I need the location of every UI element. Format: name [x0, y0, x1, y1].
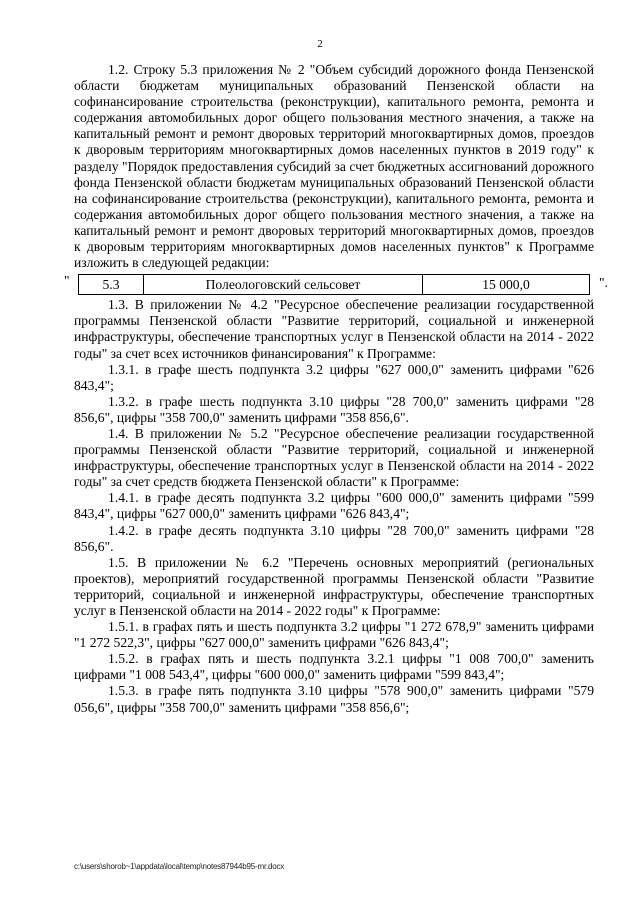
close-quote: ".	[599, 275, 608, 291]
paragraph-1-3-1: 1.3.1. в графе шесть подпункта 3.2 цифры "627 000,0" заменить цифрами "626 843,4";	[74, 361, 594, 393]
amount-cell: 15 000,0	[423, 275, 590, 295]
paragraph-1-5: 1.5. В приложении № 6.2 "Перечень основных мероприятий (региональных проектов), мероприятий государственной программы Пензенской области "Развитие территорий, социальной и инженерной инфраструктуры, обеспечение транспортных услуг в Пензенской области на 2014 - 2022 годы" к Программе:	[74, 554, 594, 618]
paragraph-1-3: 1.3. В приложении № 4.2 "Ресурсное обеспечение реализации государственной программы Пензенской области "Развитие территорий, социальной и инженерной инфраструктуры, обеспечение транспортных услуг в Пензенской области на 2014 - 2022 годы" за счет всех источников финансирования" к Программе:	[74, 297, 594, 361]
paragraph-1-4: 1.4. В приложении № 5.2 "Ресурсное обеспечение реализации государственной программы Пензенской области "Развитие территорий, социальной и инженерной инфраструктуры, обеспечение транспортных услуг в Пензенской области на 2014 - 2022 годы" за счет средств бюджета Пензенской области" к Программе:	[74, 425, 594, 490]
page-number: 2	[317, 38, 323, 50]
open-quote: "	[64, 273, 70, 289]
replacement-table	[78, 274, 590, 295]
paragraph-1-4-1: 1.4.1. в графе десять подпункта 3.2 цифры "600 000,0" заменить цифрами "599 843,4", цифры "627 000,0" заменить цифрами "626 843,4";	[74, 490, 594, 522]
table-row	[79, 275, 590, 295]
paragraph-1-2: 1.2. Строку 5.3 приложения № 2 "Объем субсидий дорожного фонда Пензенской области бюджетам муниципальных образований Пензенской области на софинансирование строительства (реконструкции), капитального ремонта, ремонта и содержания автомобильных дорог общего пользования местного значения, а также на капитальный ремонт и ремонт дворовых территорий многоквартирных домов, проездов к дворовым территориям многоквартирных домов населенных пунктов в 2019 году" к разделу "Порядок предоставления субсидий за счет бюджетных ассигнований дорожного фонда Пензенской области бюджетам муниципальных образований Пензенской области на софинансирование строительства (реконструкции), капитального ремонта, ремонта и содержания автомобильных дорог общего пользования местного значения, а также на капитальный ремонт и ремонт дворовых территорий многоквартирных домов, проездов к дворовым территориям многоквартирных домов населенных пунктов" к Программе изложить в следующей редакции:	[74, 62, 594, 271]
row-number-cell: 5.3	[79, 275, 144, 295]
document-body	[64, 62, 608, 716]
municipality-cell: Полеологовский сельсовет	[144, 275, 423, 295]
paragraph-1-5-3: 1.5.3. в графе пять подпункта 3.10 цифры "578 900,0" заменить цифрами "579 056,6", цифры "358 700,0" заменить цифрами "358 856,6";	[74, 683, 594, 715]
paragraph-1-5-1: 1.5.1. в графах пять и шесть подпункта 3.2 цифры "1 272 678,9" заменить цифрами "1 272 522,3", цифры "627 000,0" заменить цифрами "626 843,4";	[74, 619, 594, 651]
paragraph-1-3-2: 1.3.2. в графе шесть подпункта 3.10 цифры "28 700,0" заменить цифрами "28 856,6", цифры "358 700,0" заменить цифрами "358 856,6".	[74, 393, 594, 425]
paragraph-1-5-2: 1.5.2. в графах пять и шесть подпункта 3.2.1 цифры "1 008 700,0" заменить цифрами "1 008 543,4", цифры "600 000,0" заменить цифрами "599 843,4";	[74, 651, 594, 683]
paragraph-1-4-2: 1.4.2. в графе десять подпункта 3.10 цифры "28 700,0" заменить цифрами "28 856,6".	[74, 522, 594, 554]
replacement-row-block	[64, 273, 608, 297]
file-path-footer: c:\users\shorob~1\appdata\local\temp\notes87944b95-mr.docx	[74, 862, 285, 871]
